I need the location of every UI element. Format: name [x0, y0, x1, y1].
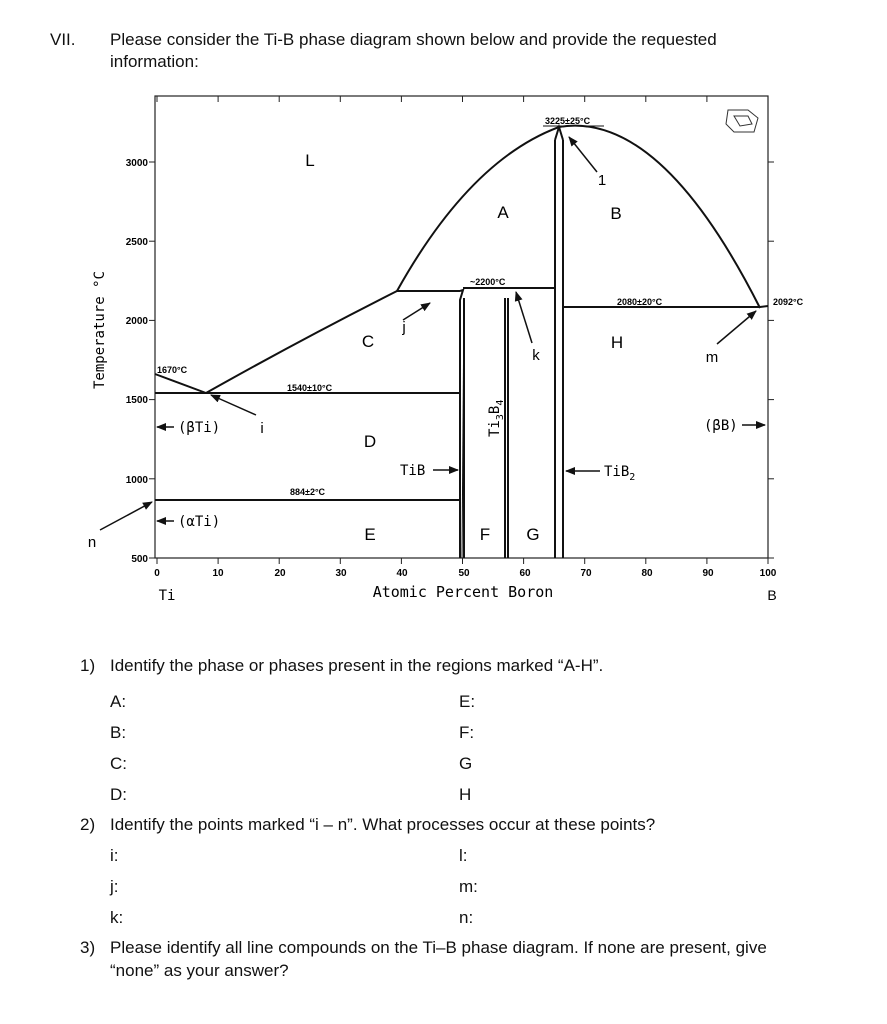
q3-text-line1: Please identify all line compounds on the Ti–B phase diagram. If none are present, give	[110, 938, 767, 957]
region-f: F	[479, 525, 491, 544]
y-tick-2500: 2500	[125, 237, 148, 248]
y-axis-label: Temperature °C	[92, 270, 108, 390]
y-tick-2000: 2000	[125, 316, 148, 327]
q1-label-g: G	[459, 754, 473, 773]
x-tick-60: 60	[519, 568, 531, 579]
question-number: VII.	[50, 30, 76, 49]
x-tick-90: 90	[702, 568, 714, 579]
point-m: m	[705, 349, 719, 366]
point-i: i	[260, 420, 264, 437]
phase-ti3b4: $Ti_3B_4$	[487, 399, 506, 437]
liquidus-tib-peak	[397, 127, 559, 291]
q1-label-f: F:	[459, 723, 475, 742]
x-right-element: B	[767, 587, 777, 603]
q1-label-e: E:	[459, 692, 476, 711]
region-c: C	[361, 332, 375, 351]
y-tick-1500: 1500	[125, 395, 148, 406]
q2-number: 2)	[80, 815, 96, 834]
x-tick-20: 20	[274, 568, 286, 579]
arrow-m	[717, 311, 756, 344]
phase-beta-ti: (βTi)	[178, 420, 221, 436]
region-a: A	[497, 203, 509, 222]
x-tick-labels	[154, 568, 777, 579]
temp-ti-transform: 884±2°C	[290, 487, 326, 497]
q1-label-h: H	[459, 785, 472, 804]
x-left-element: Ti	[158, 588, 176, 604]
point-k: k	[532, 347, 540, 364]
region-e: E	[364, 525, 376, 544]
q1-text: Identify the phase or phases present in the regions marked “A-H”.	[110, 656, 604, 675]
b-melt	[760, 306, 768, 307]
point-arrows	[100, 137, 756, 530]
x-tick-50: 50	[458, 568, 470, 579]
q1-label-d: D:	[110, 785, 127, 804]
region-b: B	[610, 204, 622, 223]
q2-text: Identify the points marked “i – n”. What processes occur at these points?	[110, 815, 656, 834]
temp-ti-melt: 1670°C	[157, 365, 188, 375]
point-l: 1	[597, 172, 607, 189]
x-tick-40: 40	[396, 568, 408, 579]
y-tick-500: 500	[131, 554, 148, 565]
arrow-l	[569, 137, 597, 172]
liquidus-tib2-right	[559, 126, 760, 308]
point-labels	[88, 172, 718, 551]
q3-number: 3)	[80, 938, 96, 957]
arrow-k	[516, 292, 532, 343]
q1-label-a: A:	[110, 692, 127, 711]
x-axis-label: Atomic Percent Boron	[372, 583, 554, 601]
region-h: H	[610, 333, 624, 352]
q2-label-l: l:	[459, 846, 468, 865]
q3-text-line2: “none” as your answer?	[110, 961, 289, 980]
arrow-i	[211, 395, 256, 415]
phase-alpha-ti: (αTi)	[178, 514, 221, 530]
y-tick-3000: 3000	[125, 158, 148, 169]
q2-label-n: n:	[459, 908, 474, 927]
y-tick-1000: 1000	[125, 475, 148, 486]
q2-label-j: j:	[110, 877, 119, 896]
x-tick-0: 0	[154, 568, 160, 579]
arrow-n	[100, 502, 152, 530]
temp-max: 3225±25°C	[545, 116, 591, 126]
x-tick-30: 30	[335, 568, 347, 579]
point-j: j	[402, 319, 406, 336]
region-d: D	[363, 432, 377, 451]
q2-label-k: k:	[110, 908, 124, 927]
y-tick-labels	[126, 158, 149, 565]
region-l: L	[305, 151, 315, 170]
q1-label-c: C:	[110, 754, 127, 773]
x-tick-70: 70	[580, 568, 592, 579]
q2-label-m: m:	[459, 877, 478, 896]
temp-eutectic-b: 2080±20°C	[617, 297, 663, 307]
arrow-j	[403, 303, 430, 320]
temp-b-melt: 2092°C	[773, 297, 804, 307]
plot-frame	[155, 96, 768, 558]
temp-eutectic-ti: 1540±10°C	[287, 383, 333, 393]
phase-boundaries	[155, 126, 768, 558]
phase-beta-b: (βB)	[704, 418, 738, 434]
q1-label-b: B:	[110, 723, 127, 742]
point-n: n	[87, 534, 97, 551]
x-tick-10: 10	[212, 568, 224, 579]
x-tick-100: 100	[759, 568, 777, 579]
phase-tib2: TiB$_2$	[604, 464, 636, 483]
question-text-line1: Please consider the Ti-B phase diagram shown below and provide the requested	[110, 30, 717, 49]
phase-tib: TiB	[400, 463, 426, 479]
beta-ti-liquidus	[155, 374, 206, 393]
crystal-sketch-icon	[726, 110, 758, 132]
region-g: G	[526, 525, 540, 544]
q2-label-i: i:	[110, 846, 119, 865]
axis-ticks	[149, 96, 774, 564]
question-text-line2: information:	[110, 52, 199, 71]
q1-number: 1)	[80, 656, 96, 675]
temp-peritectic: ~2200°C	[470, 277, 506, 287]
x-tick-80: 80	[641, 568, 653, 579]
